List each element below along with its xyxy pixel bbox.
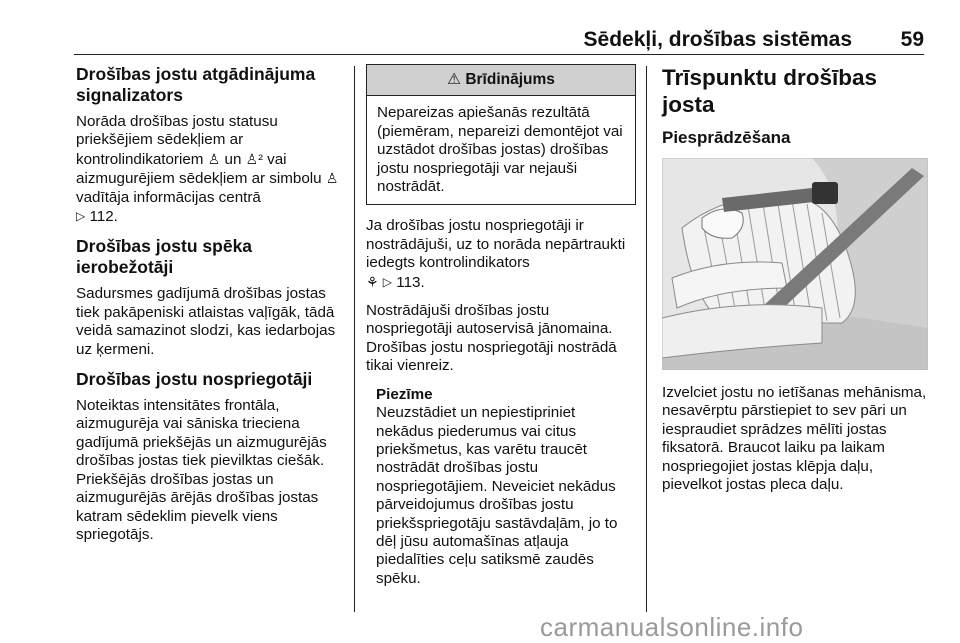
airbag-indicator-icon: ⚘ [366, 273, 379, 290]
note-title: Piezīme [376, 385, 433, 403]
replacement-text: Nostrādājuši drošības jostu nospriegotāji autoservisā jānomaina. Drošības jostu nospriegotāji nostrādā tikai vienreiz. [366, 302, 617, 375]
reminder-text: Norāda drošības jostu statusu priekšējiem sēdekļiem ar kontrolindikatoriem ♙ un ♙² vai aizmugurējiem sēdekļiem ar simbolu ♙ vadītāja informācijas centrā ▷ 112. [76, 113, 339, 226]
section-title-three-point-belt: Trīspunktu drošības josta [662, 65, 878, 117]
section-title-pretensioners: Drošības jostu nospriegotāji [76, 369, 313, 390]
note-text: Neuzstādiet un nepiestipriniet nekādus piederumus vai citus priekšmetus, kas varētu traucēt nostrādāt drošības jostu nospriegotājiem. Neveiciet nekādus pārveidojumus drošības jostu priekšspriegotāju sastāvdaļām, jo to dēļ jūsu automašīnas atļauja piedalīties ceļu satiksmē zaudēs spēku. [376, 404, 618, 587]
warning-box [366, 64, 636, 205]
force-limiters-text: Sadursmes gadījumā drošības jostas tiek pakāpeniski atlaistas vaļīgāk, tādā veidā samazinot slodzi, kas iedarbojas uz ķermeni. [76, 285, 336, 358]
page-ref-link[interactable]: 113. [396, 273, 425, 291]
warning-title: Brīdinājums [465, 71, 555, 88]
page-ref-arrow-icon: ▷ [76, 209, 86, 224]
seatbelt-fastening-illustration [662, 158, 928, 370]
header-title: Sēdekļi, drošības sistēmas [583, 28, 852, 51]
pretensioner-deployed-text: Ja drošības jostu nospriegotāji ir nostrādājuši, uz to norāda nepārtraukti iedegts kontrolindikators ⚘ ▷ 113. [366, 217, 626, 291]
header-rule [74, 54, 924, 55]
page-number: 59 [900, 28, 924, 51]
note-block [366, 386, 636, 588]
section-title-reminder: Drošības jostu atgādinājuma signalizators [76, 64, 316, 105]
column-divider-2 [646, 66, 647, 612]
pretensioners-text: Noteiktas intensitātes frontāla, aizmugurēja vai sāniska trieciena gadījumā priekšējās un aizmugurējās drošības jostas tiek pievilktas ciešāk. Priekšējās drošības jostas un aizmugurējās ārējās drošības jostas katram sēdeklim pievelk viens spriegotājs. [76, 397, 327, 543]
watermark: carmanualsonline.info [540, 612, 804, 642]
seatbelt-icon: ♙ [325, 170, 339, 187]
column-divider-1 [354, 66, 355, 612]
warning-header [367, 65, 635, 96]
column-2 [366, 64, 636, 588]
section-title-force-limiters: Drošības jostu spēka ierobežotāji [76, 236, 253, 278]
page-ref-link[interactable]: 112. [89, 208, 118, 226]
column-1 [76, 64, 344, 554]
page-ref-arrow-icon: ▷ [382, 274, 393, 289]
seatbelt-rear-icon: ♙² [245, 150, 263, 167]
seatbelt-icon: ♙ [207, 150, 221, 167]
warning-text: Nepareizas apiešanās rezultātā (piemēram, nepareizi demontējot vai uzstādot drošības jostas) drošības jostu nospriegotāji var nejauši nostrādāt. [377, 104, 623, 196]
warning-triangle-icon: ⚠ [447, 71, 461, 88]
column-3 [662, 64, 928, 504]
fastening-text: Izvelciet jostu no ietīšanas mehānisma, nesavērptu pārstiepiet to sev pāri un iespraudiet sprādzes mēlīti jostas fiksatorā. Braucot laiku pa laikam nospriegojiet jostas klēpja daļu, pievelkot jostas pleca daļu. [662, 384, 927, 494]
subsection-title-fastening: Piesprādzēšana [662, 128, 791, 147]
